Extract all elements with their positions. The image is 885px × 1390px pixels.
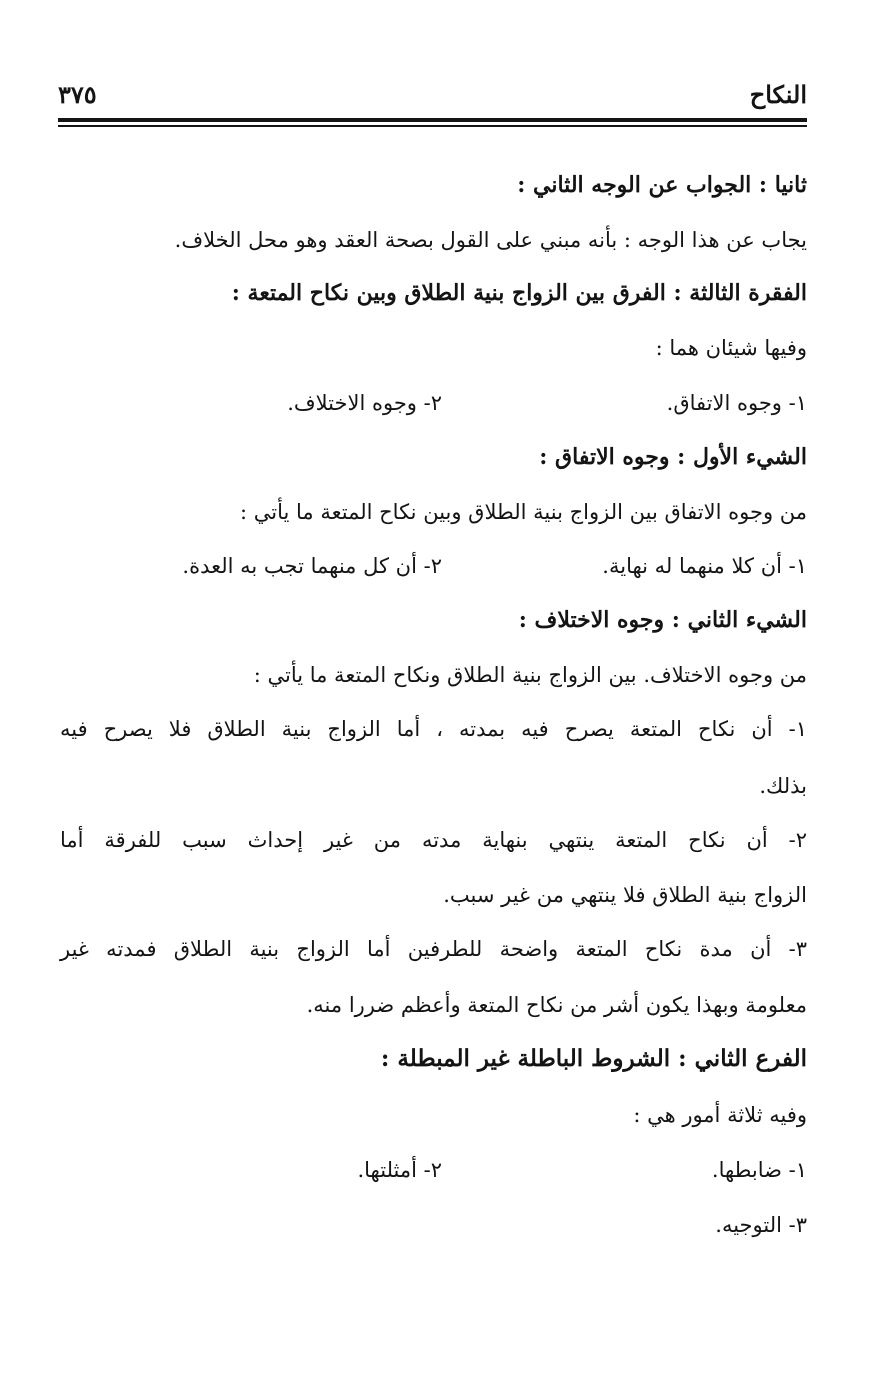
paragraph-line: وفيه ثلاثة أمور هي : — [633, 1103, 807, 1127]
branch-heading: الفرع الثاني : الشروط الباطلة غير المبطلة : — [380, 1045, 807, 1072]
list-item: ٢- وجوه الاختلاف. — [287, 391, 442, 415]
paragraph-line: من وجوه الاختلاف. بين الزواج بنية الطلاق ونكاح المتعة ما يأتي : — [253, 663, 807, 687]
two-column-list — [60, 378, 807, 428]
list-item: ٣- التوجيه. — [715, 1213, 807, 1237]
running-header — [58, 78, 807, 114]
list-item: ١- أن كلا منهما له نهاية. — [602, 554, 807, 578]
list-item: ٢- أمثلتها. — [357, 1158, 442, 1182]
list-item: ١- وجوه الاتفاق. — [666, 391, 807, 415]
paragraph-line: ٣- أن مدة نكاح المتعة واضحة للطرفين أما الزواج بنية الطلاق فمدته غير — [60, 937, 807, 961]
two-column-list — [60, 1145, 807, 1195]
page-number: ٣٧٥ — [58, 80, 97, 109]
section-heading: الشيء الأول : وجوه الاتفاق : — [539, 444, 807, 470]
section-heading: الفقرة الثالثة : الفرق بين الزواج بنية الطلاق وبين نكاح المتعة : — [231, 280, 807, 306]
header-rule-thin — [58, 125, 807, 127]
paragraph-line: وفيها شيئان هما : — [655, 336, 807, 360]
paragraph-line: ١- أن نكاح المتعة يصرح فيه بمدته ، أما الزواج بنية الطلاق فلا يصرح فيه — [60, 717, 807, 741]
paragraph-line: الزواج بنية الطلاق فلا ينتهي من غير سبب. — [443, 883, 807, 907]
list-item: ٢- أن كل منهما تجب به العدة. — [182, 554, 442, 578]
two-column-list — [60, 541, 807, 591]
paragraph-line: معلومة وبهذا يكون أشر من نكاح المتعة وأعظم ضررا منه. — [306, 993, 807, 1017]
section-heading: الشيء الثاني : وجوه الاختلاف : — [518, 607, 807, 633]
paragraph-line: يجاب عن هذا الوجه : بأنه مبني على القول بصحة العقد وهو محل الخلاف. — [174, 228, 807, 252]
chapter-title: النكاح — [749, 80, 807, 109]
paragraph-line: بذلك. — [759, 774, 807, 798]
paragraph-line: من وجوه الاتفاق بين الزواج بنية الطلاق وبين نكاح المتعة ما يأتي : — [240, 500, 807, 524]
header-rule-thick — [58, 118, 807, 122]
paragraph-line: ٢- أن نكاح المتعة ينتهي بنهاية مدته من غير إحداث سبب للفرقة أما — [60, 828, 807, 852]
list-item: ١- ضابطها. — [711, 1158, 807, 1182]
section-heading: ثانيا : الجواب عن الوجه الثاني : — [517, 172, 807, 198]
